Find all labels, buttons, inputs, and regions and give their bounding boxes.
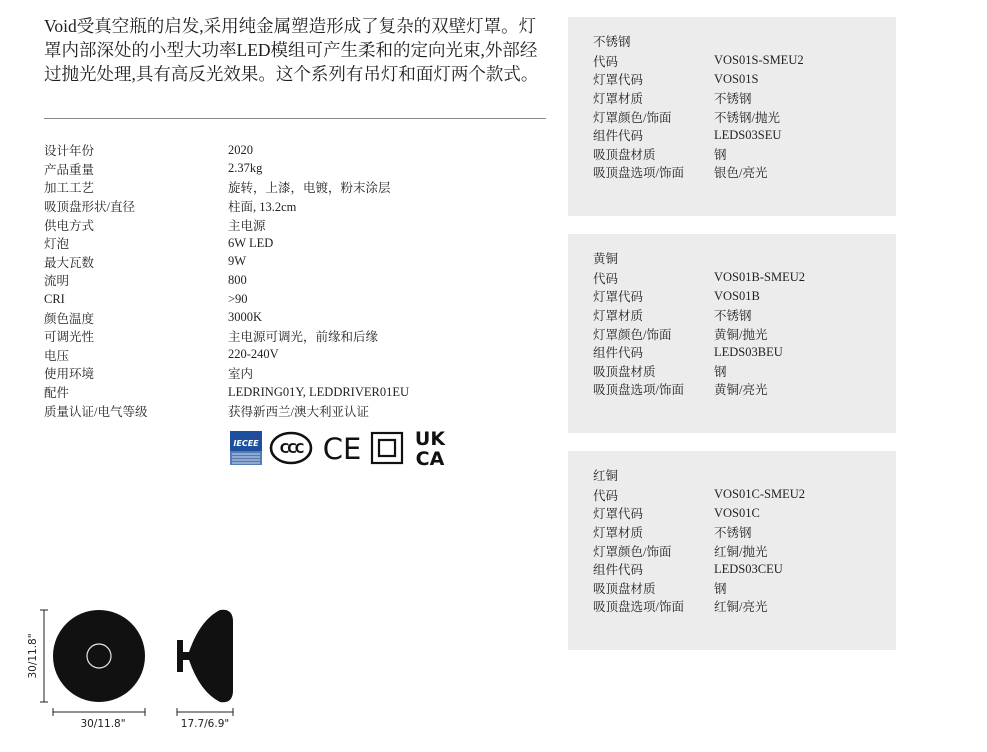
front-height-label: 30/11.8" [27, 633, 39, 679]
spec-row [44, 178, 504, 197]
variant-label: 吸顶盘材质 [593, 581, 656, 596]
lamp-side-mount [177, 640, 183, 672]
variant-label: 灯罩颜色/饰面 [593, 327, 672, 342]
variant-label: 代码 [593, 54, 619, 69]
iecee-label: IECEE [233, 439, 259, 448]
side-depth-label: 17.7/6.9" [180, 718, 230, 730]
variant-row [593, 269, 896, 288]
variant-row [593, 89, 896, 108]
spec-row [44, 160, 504, 179]
spec-label: 使用环境 [44, 367, 95, 382]
variant-value: 银色/亮光 [714, 166, 768, 181]
variant-value: 不锈钢 [714, 309, 752, 324]
variant-label: 吸顶盘选项/饰面 [593, 166, 684, 181]
spec-label: 最大瓦数 [44, 255, 95, 270]
variant-row [593, 504, 896, 523]
variant-label: 灯罩代码 [593, 73, 644, 88]
spec-row [44, 253, 504, 272]
class-ii-double-square-icon [370, 431, 404, 465]
variant-row [593, 107, 896, 126]
spec-row [44, 197, 504, 216]
variant-label: 吸顶盘材质 [593, 147, 656, 162]
front-width-label: 30/11.8" [80, 718, 126, 730]
spec-label: 颜色温度 [44, 311, 95, 326]
variant-row [593, 597, 896, 616]
variant-value: VOS01C [714, 505, 760, 520]
ukca-mark-icon [410, 428, 450, 468]
spec-row [44, 290, 504, 309]
variant-row [593, 579, 896, 598]
spec-row [44, 308, 504, 327]
intro-paragraph: Void受真空瓶的启发,采用纯金属塑造形成了复杂的双壁灯罩。灯罩内部深处的小型大功率LED模组可产生柔和的定向光束,外部经过抛光处理,具有高反光效果。这个系列有吊灯和面灯两个款式。 [44, 16, 539, 84]
variant-value: 红铜/抛光 [714, 544, 768, 559]
spec-label: 电压 [44, 348, 70, 363]
variant-label: 灯罩材质 [593, 309, 644, 324]
spec-value: 室内 [228, 367, 254, 382]
spec-label: 加工工艺 [44, 181, 95, 196]
lamp-front-view [53, 610, 145, 702]
spec-value: 3000K [228, 310, 263, 325]
variant-value: LEDS03SEU [714, 127, 782, 142]
variant-label: 组件代码 [593, 129, 644, 144]
variant-value: VOS01C-SMEU2 [714, 487, 805, 502]
variant-value: VOS01B-SMEU2 [714, 270, 805, 285]
variant-label: 吸顶盘选项/饰面 [593, 600, 684, 615]
variant-row [593, 306, 896, 325]
variant-row [593, 324, 896, 343]
variant-label: 灯罩代码 [593, 290, 644, 305]
variant-row [593, 52, 896, 71]
variant-row [593, 541, 896, 560]
variant-row [593, 343, 896, 362]
spec-row [44, 364, 504, 383]
variant-row [593, 362, 896, 381]
variant-label: 代码 [593, 488, 619, 503]
variant-value: VOS01S [714, 71, 759, 86]
spec-label: 可调光性 [44, 330, 95, 345]
spec-value: >90 [228, 291, 248, 306]
variant-row [593, 523, 896, 542]
variant-row [593, 145, 896, 164]
variant-card-copper [568, 451, 896, 650]
spec-row [44, 234, 504, 253]
variant-title: 不锈钢 [593, 35, 631, 49]
ce-mark-icon [320, 431, 364, 465]
spec-value: 主电源 [228, 218, 266, 233]
spec-value: 2020 [228, 142, 253, 157]
variant-label: 灯罩代码 [593, 507, 644, 522]
variant-label: 灯罩颜色/饰面 [593, 544, 672, 559]
variant-value: 钢 [714, 147, 727, 162]
lamp-side-view [183, 610, 233, 703]
variant-value: 不锈钢 [714, 92, 752, 107]
variant-row [593, 126, 896, 145]
spec-value: 2.37kg [228, 161, 263, 176]
spec-row [44, 401, 504, 420]
spec-label: 灯泡 [44, 237, 70, 252]
variant-row [593, 486, 896, 505]
spec-value: 旋转，上漆，电镀，粉末涂层 [228, 181, 391, 196]
spec-table [44, 141, 504, 420]
spec-value: 6W LED [228, 235, 274, 250]
variant-title: 红铜 [593, 469, 619, 483]
spec-row [44, 327, 504, 346]
variant-value: 黄铜/亮光 [714, 383, 768, 398]
spec-value: 9W [228, 254, 247, 269]
ccc-mark-icon [268, 431, 314, 465]
variant-label: 组件代码 [593, 346, 644, 361]
variant-label: 灯罩颜色/饰面 [593, 110, 672, 125]
spec-row [44, 141, 504, 160]
variant-value: 不锈钢/抛光 [714, 110, 780, 125]
divider-rule [44, 118, 546, 119]
variant-label: 灯罩材质 [593, 526, 644, 541]
spec-label: 质量认证/电气等级 [44, 404, 148, 419]
ccc-label: CCC [279, 442, 303, 457]
spec-value: LEDRING01Y, LEDDRIVER01EU [228, 384, 410, 399]
spec-row [44, 346, 504, 365]
variant-row [593, 287, 896, 306]
variant-row [593, 163, 896, 182]
variant-row [593, 560, 896, 579]
variant-card-stainless [568, 17, 896, 216]
spec-row [44, 215, 504, 234]
spec-label: 产品重量 [44, 162, 95, 177]
ukca-line2: CA [415, 448, 445, 468]
variant-label: 灯罩材质 [593, 92, 644, 107]
variant-value: 钢 [714, 581, 727, 596]
variant-label: 吸顶盘选项/饰面 [593, 383, 684, 398]
variant-row [593, 70, 896, 89]
variant-card-brass [568, 234, 896, 433]
variant-value: 钢 [714, 364, 727, 379]
variant-title: 黄铜 [593, 252, 619, 266]
variant-value: 黄铜/抛光 [714, 327, 768, 342]
spec-row [44, 383, 504, 402]
iecee-logo-icon [230, 431, 262, 465]
ce-label: CE [322, 432, 362, 465]
spec-label: 供电方式 [44, 218, 95, 233]
top-edge-mark [808, 0, 818, 2]
variant-label: 代码 [593, 271, 619, 286]
variant-label: 吸顶盘材质 [593, 364, 656, 379]
spec-label: 流明 [44, 274, 70, 289]
spec-row [44, 271, 504, 290]
certification-marks [230, 428, 450, 468]
variant-label: 组件代码 [593, 563, 644, 578]
ukca-line1: UK [414, 428, 446, 450]
spec-value: 获得新西兰/澳大利亚认证 [228, 404, 369, 419]
spec-value: 220-240V [228, 347, 279, 362]
spec-label: 配件 [44, 386, 70, 401]
variant-value: VOS01S-SMEU2 [714, 53, 804, 68]
spec-label: 吸顶盘形状/直径 [44, 200, 135, 215]
dimension-drawings [0, 590, 260, 740]
variant-value: LEDS03BEU [714, 344, 783, 359]
variant-value: VOS01B [714, 288, 760, 303]
variant-row [593, 380, 896, 399]
spec-label: CRI [44, 291, 65, 306]
spec-value: 主电源可调光，前缘和后缘 [228, 330, 379, 345]
spec-value: 柱面, 13.2cm [228, 200, 297, 215]
variant-value: LEDS03CEU [714, 561, 783, 576]
variant-value: 红铜/亮光 [714, 600, 768, 615]
variant-value: 不锈钢 [714, 526, 752, 541]
spec-value: 800 [228, 272, 247, 287]
spec-label: 设计年份 [44, 144, 95, 159]
